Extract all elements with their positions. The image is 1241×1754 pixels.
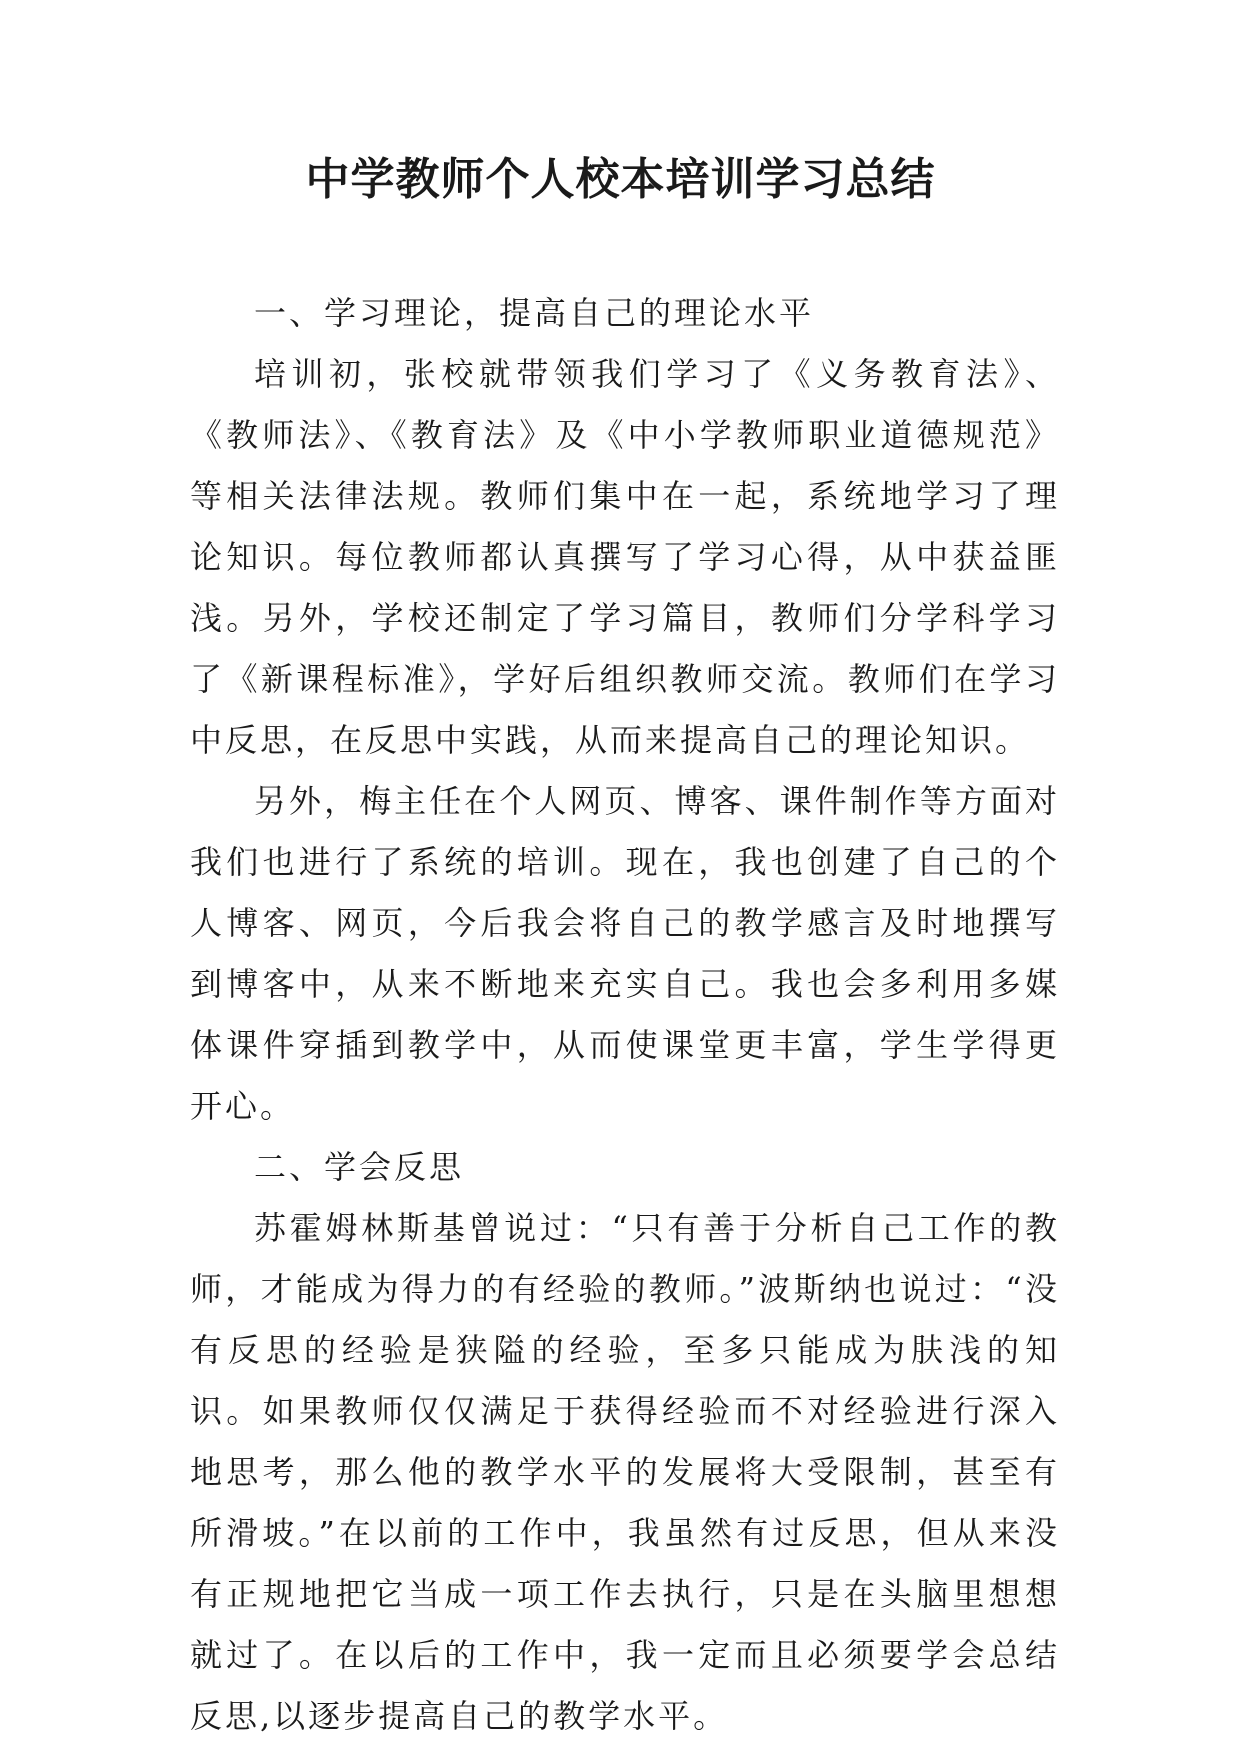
paragraph-3: 苏霍姆林斯基曾说过：“只有善于分析自己工作的教师，才能成为得力的有经验的教师。”波斯纳也说过：“没有反思的经验是狭隘的经验，至多只能成为肤浅的知识。如果教师仅仅满足于获得经验而不对经验进行深入地思考，那么他的教学水平的发展将大受限制，甚至有所滑坡。”在以前的工作中，我虽然有过反思，但从来没有正规地把它当成一项工作去执行，只是在头脑里想想就过了。在以后的工作中，我一定而且必须要学会总结反思,以逐步提高自己的教学水平。 [190, 1209, 1060, 1735]
section-heading-2: 二、学会反思 [254, 1148, 465, 1186]
document-title: 中学教师个人校本培训学习总结 [305, 154, 936, 205]
paragraph-1: 培训初，张校就带领我们学习了《义务教育法》、《教师法》、《教育法》及《中小学教师职业道德规范》等相关法律法规。教师们集中在一起，系统地学习了理论知识。每位教师都认真撰写了学习心得，从中获益匪浅。另外，学校还制定了学习篇目，教师们分学科学习了《新课程标准》，学好后组织教师交流。教师们在学习中反思，在反思中实践，从而来提高自己的理论知识。 [190, 355, 1060, 759]
document-body [190, 283, 1060, 1747]
section-heading-1: 一、学习理论，提高自己的理论水平 [254, 294, 815, 332]
paragraph-2: 另外，梅主任在个人网页、博客、课件制作等方面对我们也进行了系统的培训。现在，我也创建了自己的个人博客、网页，今后我会将自己的教学感言及时地撰写到博客中，从来不断地来充实自己。我也会多利用多媒体课件穿插到教学中，从而使课堂更丰富，学生学得更开心。 [190, 782, 1060, 1125]
